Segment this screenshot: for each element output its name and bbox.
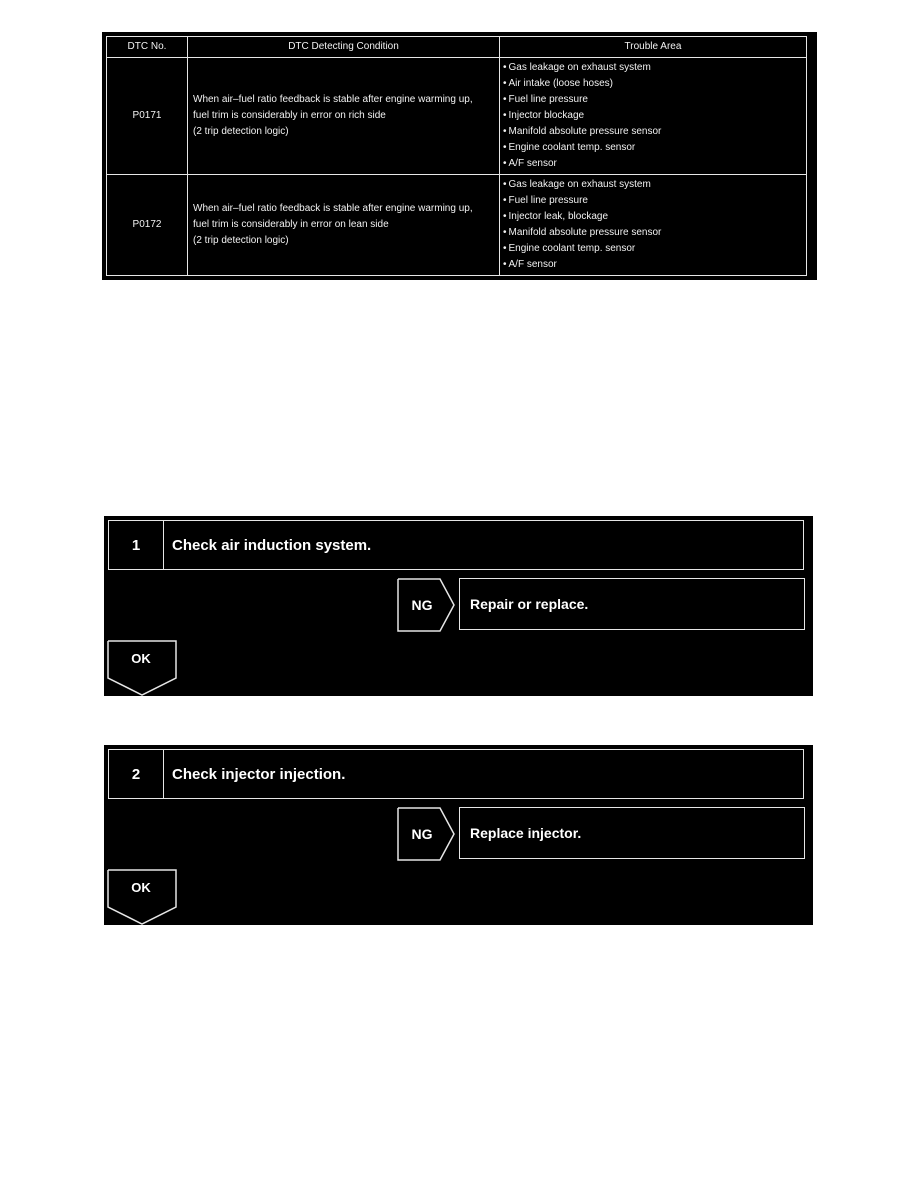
detecting-condition	[188, 58, 500, 175]
ok-label[interactable]: OK	[131, 650, 151, 666]
trouble-area	[500, 58, 807, 175]
condition-line: (2 trip detection logic)	[193, 235, 289, 247]
dtc-table-panel	[102, 32, 817, 280]
table-header-row	[107, 37, 807, 58]
step-number: 2	[109, 750, 164, 798]
ok-label[interactable]: OK	[131, 879, 151, 895]
ng-action-box: Replace injector.	[459, 807, 805, 859]
step-number: 1	[109, 521, 164, 569]
table-row	[107, 175, 807, 276]
trouble-area-item: • Injector leak, blockage	[503, 209, 806, 225]
step-title: Check air induction system.	[172, 536, 372, 554]
header-dtc-no: DTC No.	[107, 37, 188, 58]
condition-line: fuel trim is considerably in error on rich side	[193, 110, 386, 122]
trouble-area-item: • A/F sensor	[503, 156, 806, 172]
trouble-area-item: • Engine coolant temp. sensor	[503, 140, 806, 156]
trouble-area-item: • Fuel line pressure	[503, 92, 806, 108]
dtc-code: P0171	[107, 58, 188, 175]
condition-line: fuel trim is considerably in error on lean side	[193, 219, 389, 231]
header-trouble-area: Trouble Area	[500, 37, 807, 58]
trouble-area-item: • Air intake (loose hoses)	[503, 76, 806, 92]
trouble-area-item: • Fuel line pressure	[503, 193, 806, 209]
trouble-area-item: • Manifold absolute pressure sensor	[503, 124, 806, 140]
ng-label[interactable]: NG	[411, 597, 433, 613]
trouble-area-item: • Injector blockage	[503, 108, 806, 124]
dtc-table	[106, 36, 807, 276]
condition-line: When air–fuel ratio feedback is stable after engine warming up,	[193, 203, 473, 215]
ng-label[interactable]: NG	[411, 826, 433, 842]
table-row	[107, 58, 807, 175]
step-header	[108, 520, 804, 570]
condition-line: (2 trip detection logic)	[193, 126, 289, 138]
header-condition: DTC Detecting Condition	[188, 37, 500, 58]
condition-line: When air–fuel ratio feedback is stable after engine warming up,	[193, 94, 473, 106]
ng-action-box: Repair or replace.	[459, 578, 805, 630]
trouble-area-item: • Engine coolant temp. sensor	[503, 241, 806, 257]
trouble-area-item: • Gas leakage on exhaust system	[503, 177, 806, 193]
step-2-panel	[104, 745, 813, 925]
step-1-panel	[104, 516, 813, 696]
trouble-area-item: • A/F sensor	[503, 257, 806, 273]
trouble-area	[500, 175, 807, 276]
trouble-area-item: • Manifold absolute pressure sensor	[503, 225, 806, 241]
step-title: Check injector injection.	[172, 765, 346, 783]
step-header	[108, 749, 804, 799]
detecting-condition	[188, 175, 500, 276]
trouble-area-item: • Gas leakage on exhaust system	[503, 60, 806, 76]
dtc-code: P0172	[107, 175, 188, 276]
